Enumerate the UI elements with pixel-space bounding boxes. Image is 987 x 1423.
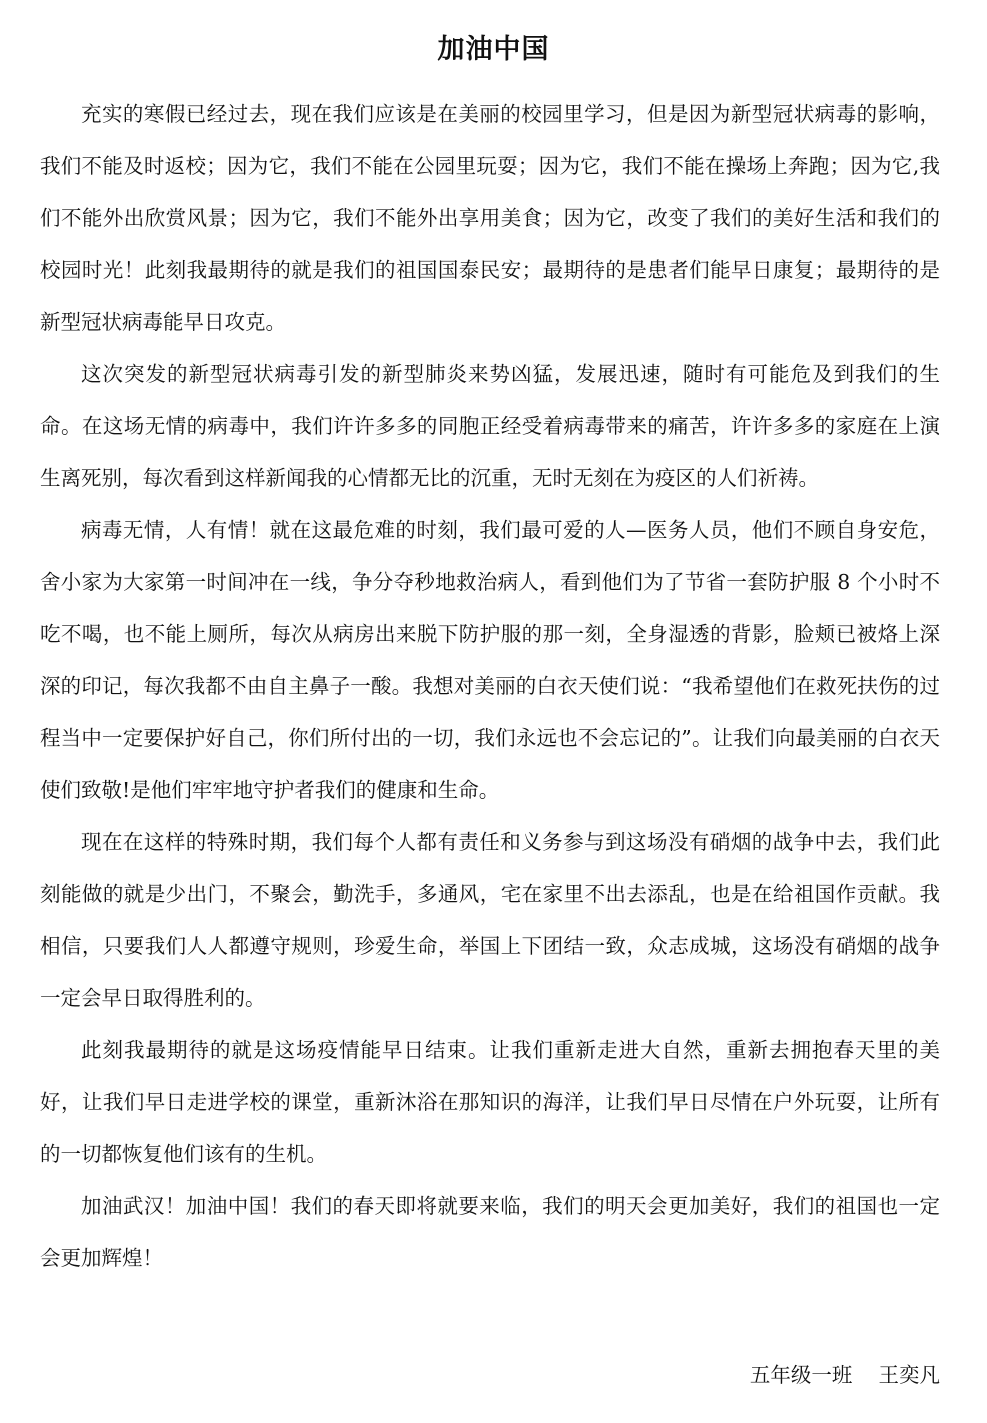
paragraph-6: 加油武汉！加油中国！我们的春天即将就要来临，我们的明天会更加美好，我们的祖国也一定会更加辉煌！ (40, 1194, 940, 1270)
author-signature: 五年级一班 王奕凡 (749, 1363, 940, 1387)
paragraph-1: 充实的寒假已经过去，现在我们应该是在美丽的校园里学习，但是因为新型冠状病毒的影响，我们不能及时返校；因为它，我们不能在公园里玩耍；因为它，我们不能在操场上奔跑；因为它,我们不能外出欣赏风景；因为它，我们不能外出享用美食；因为它，改变了我们的美好生活和我们的校园时光！此刻我最期待的就是我们的祖国国泰民安；最期待的是患者们能早日康复；最期待的是新型冠状病毒能早日攻克。 (40, 102, 940, 334)
paragraph-3: 病毒无情，人有情！就在这最危难的时刻，我们最可爱的人—医务人员，他们不顾自身安危，舍小家为大家第一时间冲在一线，争分夺秒地救治病人，看到他们为了节省一套防护服 8 个小时不吃不喝，也不能上厕所，每次从病房出来脱下防护服的那一刻，全身湿透的背影，脸颊已被烙上深深的印记，每次我都不由自主鼻子一酸。我想对美丽的白衣天使们说：“我希望他们在救死扶伤的过程当中一定要保护好自己，你们所付出的一切，我们永远也不会忘记的”。让我们向最美丽的白衣天使们致敬!是他们牢牢地守护者我们的健康和生命。 (40, 518, 940, 802)
paragraph-2: 这次突发的新型冠状病毒引发的新型肺炎来势凶猛，发展迅速，随时有可能危及到我们的生命。在这场无情的病毒中，我们许许多多的同胞正经受着病毒带来的痛苦，许许多多的家庭在上演生离死别，每次看到这样新闻我的心情都无比的沉重，无时无刻在为疫区的人们祈祷。 (40, 362, 940, 490)
paragraph-4: 现在在这样的特殊时期，我们每个人都有责任和义务参与到这场没有硝烟的战争中去，我们此刻能做的就是少出门，不聚会，勤洗手，多通风，宅在家里不出去添乱，也是在给祖国作贡献。我相信，只要我们人人都遵守规则，珍爱生命，举国上下团结一致，众志成城，这场没有硝烟的战争一定会早日取得胜利的。 (40, 830, 940, 1010)
document-title: 加油中国 (437, 34, 550, 65)
essay-body (40, 88, 940, 1284)
paragraph-5: 此刻我最期待的就是这场疫情能早日结束。让我们重新走进大自然，重新去拥抱春天里的美好，让我们早日走进学校的课堂，重新沐浴在那知识的海洋，让我们早日尽情在户外玩耍，让所有的一切都恢复他们该有的生机。 (40, 1038, 940, 1166)
